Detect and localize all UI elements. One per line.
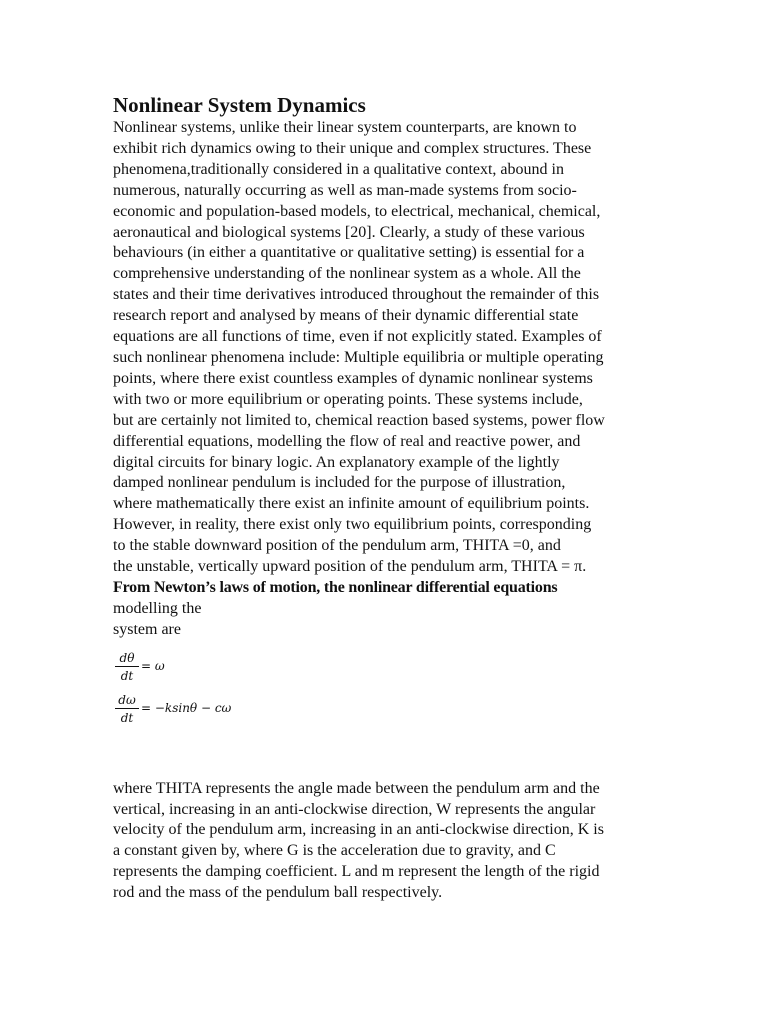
equation-1-numerator: dθ xyxy=(119,650,135,665)
page-title: Nonlinear System Dynamics xyxy=(113,93,366,117)
text-line: differential equations, modelling the flow of real and reactive power, and xyxy=(113,432,581,450)
differential-equations xyxy=(113,651,658,737)
text-line: the unstable, vertically upward position of the pendulum arm, THITA = π. xyxy=(113,558,587,576)
newton-laws-heading: From Newton’s laws of motion, the nonlinear differential equations xyxy=(113,578,558,596)
explanation-paragraph xyxy=(113,779,658,904)
text-line: However, in reality, there exist only two equilibrium points, corresponding xyxy=(113,516,592,534)
text-line: points, where there exist countless examples of dynamic nonlinear systems xyxy=(113,369,593,387)
equation-2-numerator: dω xyxy=(118,692,136,707)
intro-paragraph xyxy=(113,118,658,578)
text-line: with two or more equilibrium or operating points. These systems include, xyxy=(113,390,583,408)
text-line: exhibit rich dynamics owing to their unique and complex structures. These xyxy=(113,139,592,157)
text-line: to the stable downward position of the pendulum arm, THITA =0, and xyxy=(113,537,561,555)
equation-1-denominator: dt xyxy=(120,668,134,683)
text-line: behaviours (in either a quantitative or qualitative setting) is essential for a xyxy=(113,244,585,262)
equation-2-rhs: = −ksinθ − cω xyxy=(141,700,232,715)
text-line: damped nonlinear pendulum is included for the purpose of illustration, xyxy=(113,474,566,492)
equation-1-fraction xyxy=(115,651,139,683)
text-line: comprehensive understanding of the nonlinear system as a whole. All the xyxy=(113,265,581,283)
text-line: represents the damping coefficient. L and m represent the length of the rigid xyxy=(113,863,600,881)
text-line: rod and the mass of the pendulum ball respectively. xyxy=(113,884,443,902)
text-line: research report and analysed by means of their dynamic differential state xyxy=(113,307,579,325)
text-line: economic and population-based models, to electrical, mechanical, chemical, xyxy=(113,202,601,220)
text-line: velocity of the pendulum arm, increasing in an anti-clockwise direction, K is xyxy=(113,821,604,839)
text-line: where THITA represents the angle made between the pendulum arm and the xyxy=(113,779,600,797)
text-line: vertical, increasing in an anti-clockwise direction, W represents the angular xyxy=(113,800,596,818)
text-line: a constant given by, where G is the acceleration due to gravity, and C xyxy=(113,842,556,860)
fraction-bar xyxy=(115,708,139,709)
text-line: where mathematically there exist an infinite amount of equilibrium points. xyxy=(113,495,590,513)
text-line: aeronautical and biological systems [20]. Clearly, a study of these various xyxy=(113,223,585,241)
document-page xyxy=(113,92,658,904)
equation-2-fraction xyxy=(115,693,139,725)
text-line: Nonlinear systems, unlike their linear system counterparts, are known to xyxy=(113,119,577,136)
equation-2-denominator: dt xyxy=(120,710,134,725)
text-line: equations are all functions of time, even if not explicitly stated. Examples of xyxy=(113,328,602,346)
text-line: but are certainly not limited to, chemical reaction based systems, power flow xyxy=(113,411,605,429)
text-line: numerous, naturally occurring as well as man-made systems from socio- xyxy=(113,181,577,199)
text-line: digital circuits for binary logic. An explanatory example of the lightly xyxy=(113,453,560,471)
text-line: such nonlinear phenomena include: Multiple equilibria or multiple operating xyxy=(113,348,604,366)
fraction-bar xyxy=(115,666,139,667)
text-line: modelling the xyxy=(113,599,202,617)
text-line: states and their time derivatives introduced throughout the remainder of this xyxy=(113,286,600,304)
equation-1-rhs: = ω xyxy=(141,658,165,673)
text-line: system are xyxy=(113,620,181,638)
text-line: phenomena,traditionally considered in a qualitative context, abound in xyxy=(113,160,564,178)
